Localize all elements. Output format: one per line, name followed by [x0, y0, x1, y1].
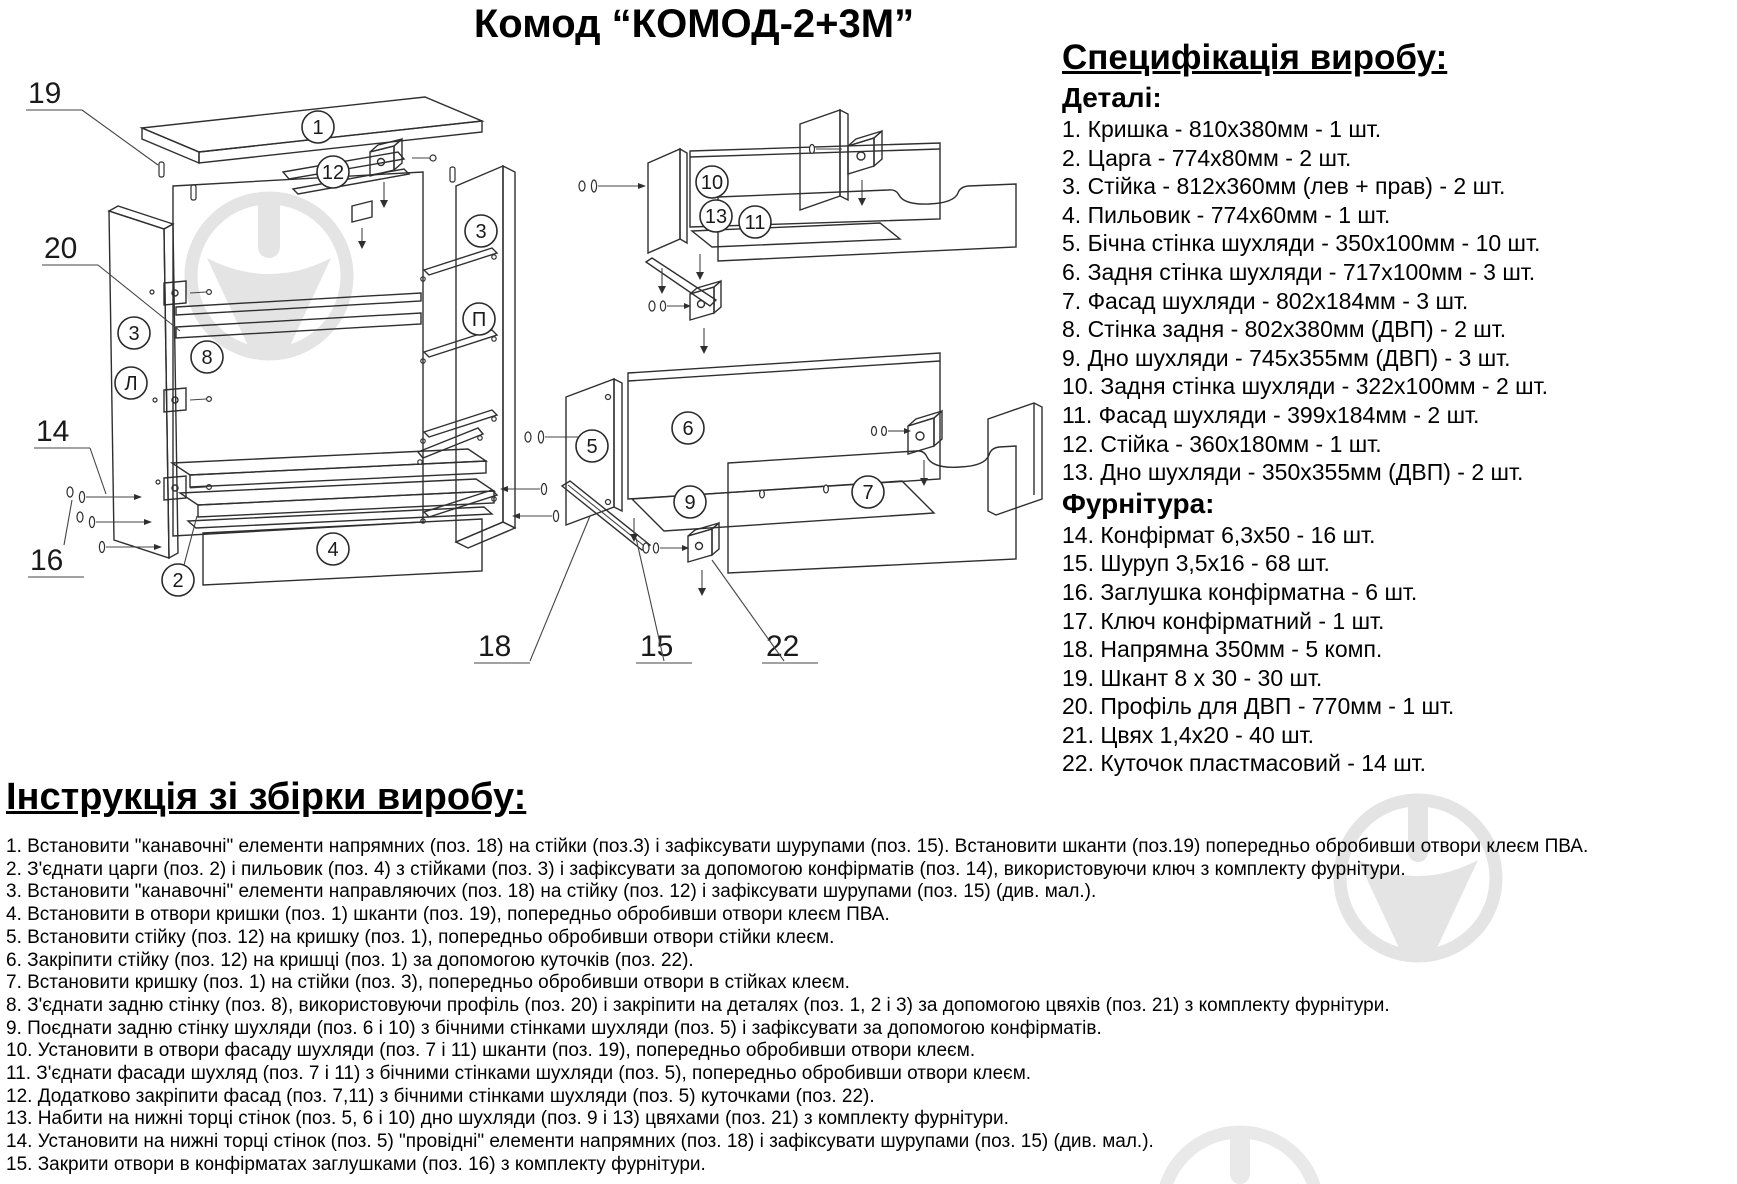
corner-block [810, 131, 883, 206]
page-title: Комод “КОМОД-2+3М” [473, 2, 915, 46]
spec-item: 22. Куточок пластмасовий - 14 шт. [1062, 750, 1427, 777]
corner-block [872, 411, 943, 486]
callout-part-7 [852, 476, 884, 508]
part-label-15 [636, 538, 692, 663]
assembly-step: 4. Встановити в отвори кришки (поз. 1) шканти (поз. 19), попередньо обробивши отвори клеєм ПВА. [6, 904, 890, 926]
svg-text:14: 14 [36, 415, 70, 448]
svg-text:1: 1 [312, 117, 324, 139]
callout-part-4 [317, 533, 349, 565]
spec-item: 19. Шкант 8 х 30 - 30 шт. [1062, 664, 1323, 691]
callout-part-9 [674, 486, 706, 518]
exploded-view-diagram [0, 0, 1060, 770]
confirmat-screw [67, 484, 559, 553]
assembly-step: 15. Закрити отвори в конфірматах заглушками (поз. 16) з комплекту фурнітури. [6, 1153, 706, 1175]
spec-item: 21. Цвях 1,4х20 - 40 шт. [1062, 721, 1314, 748]
assembly-step: 9. Поєднати задню стінку шухляди (поз. 6 і 10) з бічними стінками шухляди (поз. 5) і зафіксувати за допомогою конфірматів. [6, 1017, 1102, 1039]
assembly-step: 8. З'єднати задню стінку (поз. 8), використовуючи профіль (поз. 20) і закріпити на деталях (поз. 1, 2 і 3) за допомогою цвяхів (поз. 21) з комплекту фурнітури. [6, 994, 1390, 1016]
spec-item: 4. Пильовик - 774х60мм - 1 шт. [1062, 201, 1391, 228]
spec-item: 6. Задня стінка шухляди - 717х100мм - 3 шт. [1062, 258, 1536, 285]
svg-text:6: 6 [682, 418, 694, 440]
callout-part-3-left [118, 317, 150, 349]
svg-text:10: 10 [700, 172, 724, 194]
spec-item: 16. Заглушка конфірматна - 6 шт. [1062, 578, 1418, 605]
specification-section [1062, 38, 1737, 778]
svg-text:11: 11 [744, 212, 766, 234]
spec-item: 18. Напрямна 350мм - 5 комп. [1062, 636, 1383, 663]
spec-item: 20. Профіль для ДВП - 770мм - 1 шт. [1062, 693, 1455, 720]
svg-text:5: 5 [586, 436, 598, 458]
big-drawer-group [525, 353, 1042, 573]
assembly-step: 11. З'єднати фасади шухляд (поз. 7 і 11) з бічними стінками шухляди (поз. 5), попередньо обробивши отвори клеєм. [6, 1063, 1032, 1085]
callout-part-2 [162, 516, 197, 596]
spec-item: 8. Стінка задня - 802х380мм (ДВП) - 2 шт. [1062, 316, 1507, 343]
spec-item: 17. Ключ конфірматний - 1 шт. [1062, 607, 1385, 634]
assembly-step: 14. Установити на нижні торці стінок (поз. 5) "провідні" елементи напрямних (поз. 18) і зафіксувати шурупами (поз. 15) (див. мал.). [6, 1131, 1154, 1153]
assembly-step: 6. Закріпити стійку (поз. 12) на кришці (поз. 1) за допомогою куточків (поз. 22). [6, 949, 694, 971]
assembly-instructions-section [6, 776, 1734, 1177]
svg-text:П: П [471, 309, 487, 331]
spec-item: 15. Шуруп 3,5х16 - 68 шт. [1062, 550, 1330, 577]
svg-text:4: 4 [327, 539, 339, 561]
corner-block [649, 254, 721, 354]
part-label-19 [26, 77, 158, 165]
spec-item: 11. Фасад шухляди - 399х184мм - 2 шт. [1062, 401, 1480, 428]
assembly-step: 2. З'єднати царги (поз. 2) і пильовик (поз. 4) з стійками (поз. 3) і зафіксувати за допомогою конфірматів (поз. 14), використовуючи ключ з комплекту фурнітури. [6, 858, 1406, 880]
svg-text:15: 15 [640, 630, 674, 663]
callout-part-6 [672, 412, 704, 444]
bottom-boards [172, 428, 494, 528]
spec-item: 3. Стійка - 812х360мм (лев + прав) - 2 шт. [1062, 173, 1506, 200]
callout-part-8 [191, 341, 223, 373]
spec-item: 12. Стійка - 360х180мм - 1 шт. [1062, 430, 1382, 457]
assembly-step: 1. Встановити "канавочні" елементи напрямних (поз. 18) на стійки (поз.3) і зафіксувати шурупами (поз. 15). Встановити шканти (поз.19) попередньо обробивши отвори клеєм ПВА. [6, 836, 1589, 857]
assembly-step: 5. Встановити стійку (поз. 12) на кришку (поз. 1), попередньо обробивши отвори стійки клеєм. [6, 926, 835, 948]
hardware-heading: Фурнітура: [1062, 487, 1215, 519]
svg-text:9: 9 [684, 492, 696, 514]
details-heading: Деталі: [1062, 82, 1162, 113]
svg-text:12: 12 [321, 162, 345, 184]
assembly-step: 7. Встановити кришку (поз. 1) на стійки (поз. 3), попередньо обробивши отвори в стійках клеєм. [6, 972, 850, 994]
svg-text:3: 3 [475, 221, 487, 243]
spec-item: 13. Дно шухляди - 350х355мм (ДВП) - 2 шт. [1062, 459, 1524, 486]
svg-text:7: 7 [862, 482, 874, 504]
corner-block [643, 523, 719, 596]
svg-text:Л: Л [124, 373, 138, 395]
drawer-rails-right [421, 248, 497, 523]
assembly-step: 12. Додатково закріпити фасад (поз. 7,11) з бічними стінками шухляди (поз. 5) куточками (поз. 22). [6, 1085, 875, 1107]
assembly-step: 10. Установити в отвори фасаду шухляди (поз. 7 і 11) шканти (поз. 19), попередньо обробивши отвори клеєм. [6, 1040, 976, 1062]
callout-part-12 [317, 156, 349, 188]
svg-text:22: 22 [766, 630, 800, 663]
assembly-step: 13. Набити на нижні торці стінок (поз. 5, 6 і 10) дно шухляди (поз. 9 і 13) цвяхами (поз. 21) з комплекту фурнітури. [6, 1108, 1009, 1130]
specification-heading: Специфікація виробу: [1062, 38, 1448, 77]
svg-text:16: 16 [30, 544, 64, 577]
callout-mark-right [463, 303, 495, 335]
callout-part-10 [696, 166, 728, 198]
spec-item: 10. Задня стінка шухляди - 322х100мм - 2 шт. [1062, 373, 1548, 400]
callout-mark-left [115, 367, 147, 399]
svg-text:8: 8 [201, 347, 213, 369]
callout-part-11 [739, 206, 771, 238]
callout-part-5 [576, 430, 608, 462]
part-label-16 [28, 500, 84, 577]
spec-item: 5. Бічна стінка шухляди - 350х100мм - 10 шт. [1062, 230, 1541, 257]
spec-item: 7. Фасад шухляди - 802х184мм - 3 шт. [1062, 287, 1469, 314]
callout-part-13 [700, 200, 732, 232]
svg-text:19: 19 [28, 77, 62, 110]
spec-item: 9. Дно шухляди - 745х355мм (ДВП) - 3 шт. [1062, 344, 1511, 371]
callout-part-1 [302, 111, 334, 143]
svg-text:13: 13 [704, 206, 728, 228]
svg-text:3: 3 [128, 323, 140, 345]
svg-text:2: 2 [172, 570, 184, 592]
assembly-instructions-heading: Інструкція зі збірки виробу: [6, 776, 527, 818]
spec-item: 14. Конфірмат 6,3х50 - 16 шт. [1062, 521, 1376, 548]
svg-text:18: 18 [478, 630, 512, 663]
part-label-22 [712, 560, 818, 663]
assembly-step: 3. Встановити "канавочні" елементи направляючих (поз. 18) на стійку (поз. 12) і зафіксувати шурупами (поз. 15) (див. мал.). [6, 881, 1097, 903]
callout-part-3-right [465, 215, 497, 247]
spec-item: 2. Царга - 774х80мм - 2 шт. [1062, 144, 1352, 171]
watermark-logo [191, 196, 347, 358]
spec-item: 1. Кришка - 810х380мм - 1 шт. [1062, 116, 1382, 142]
part-label-14 [34, 415, 106, 494]
svg-text:20: 20 [44, 232, 78, 265]
